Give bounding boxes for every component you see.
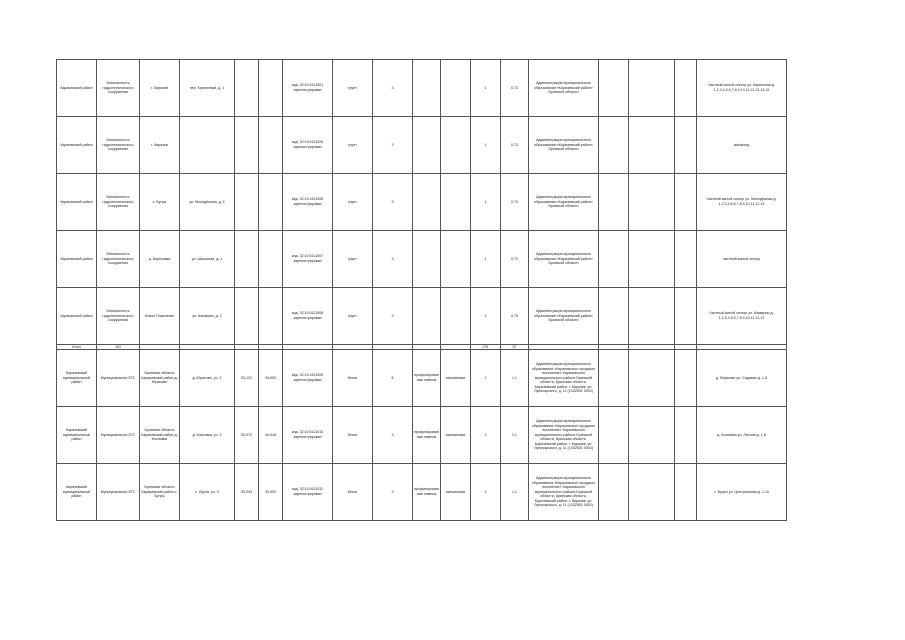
- extra-cell: [675, 174, 697, 231]
- extra-cell: [675, 288, 697, 345]
- waste-cell: [441, 174, 471, 231]
- lat-cell: [235, 117, 259, 174]
- sources-cell: д. Козловка ул. Лесная д. 1-8: [697, 407, 787, 464]
- waste-cell: [441, 60, 471, 117]
- extra-cell: [629, 231, 675, 288]
- lon-cell: 34,902: [259, 464, 283, 521]
- waste-cell: [441, 231, 471, 288]
- totals-sum1: 276: [471, 345, 501, 350]
- address-cell: ул. Молодёжная, д. 2: [180, 174, 235, 231]
- waste-sites-register-table: [56, 59, 787, 521]
- totals-sum2: 87: [501, 345, 529, 350]
- lat-cell: 53,043: [235, 464, 259, 521]
- owner-cell: Администрация муниципального образования «Карачевское городское поселение» Карачевского муниципального района Брянской области, Брянская область, Карачевский район, г. Карачев, ул. Луначарского, д. 11 (1032501 0002): [529, 407, 599, 464]
- volume-cell: 1,1: [501, 407, 529, 464]
- table-row: [57, 60, 787, 117]
- waste-cell: [441, 117, 471, 174]
- purpose-cell: [413, 60, 441, 117]
- type-cell: Безопасность гидротехнического сооружения: [97, 117, 140, 174]
- extra-cell: [599, 174, 629, 231]
- lat-cell: [235, 231, 259, 288]
- address-cell: [180, 117, 235, 174]
- extra-cell: [675, 117, 697, 174]
- owner-cell: Администрация муниципального образования «Карачевский район» Брянской области: [529, 174, 599, 231]
- cadastral-cell: кад. 32:10:0111005 зарегистрирован: [283, 117, 333, 174]
- lon-cell: 34,953: [259, 350, 283, 407]
- district-cell: Карачевский муниципальный район: [57, 407, 97, 464]
- table-row: [57, 464, 787, 521]
- purpose-cell: [413, 231, 441, 288]
- count-cell: 1: [471, 117, 501, 174]
- cover-cell: бетон: [333, 407, 373, 464]
- count-cell: 2: [471, 464, 501, 521]
- area-cell: 3: [373, 407, 413, 464]
- cover-cell: грунт: [333, 288, 373, 345]
- type-cell: Безопасность гидротехнического сооружения: [97, 60, 140, 117]
- cover-cell: грунт: [333, 231, 373, 288]
- count-cell: 1: [471, 231, 501, 288]
- totals-label: Итого: [57, 345, 97, 350]
- cadastral-cell: кад. 32:10:0111006 зарегистрирован: [283, 174, 333, 231]
- district-cell: Карачевский муниципальный район: [57, 464, 97, 521]
- settlement-cell: Новое Поколение: [140, 288, 180, 345]
- count-cell: 1: [471, 60, 501, 117]
- district-cell: Карачевский район: [57, 60, 97, 117]
- settlement-cell: г. Карачев: [140, 117, 180, 174]
- extra-cell: [675, 60, 697, 117]
- extra-cell: [629, 407, 675, 464]
- owner-cell: Администрация муниципального образования «Карачевский район» Брянской области: [529, 288, 599, 345]
- count-cell: 2: [471, 288, 501, 345]
- district-cell: Карачевский муниципальный район: [57, 350, 97, 407]
- purpose-cell: профилированные навесы: [413, 350, 441, 407]
- cadastral-cell: кад. 32:10:0111011 зарегистрирован: [283, 464, 333, 521]
- sources-cell: частный жилой сектор: [697, 231, 787, 288]
- lon-cell: [259, 288, 283, 345]
- type-cell: Муниципальное ЕГС: [97, 350, 140, 407]
- waste-cell: смешанные: [441, 350, 471, 407]
- volume-cell: 0,72: [501, 117, 529, 174]
- extra-cell: [675, 350, 697, 407]
- extra-cell: [629, 464, 675, 521]
- type-cell: Безопасность гидротехнического сооружения: [97, 174, 140, 231]
- table-row: [57, 407, 787, 464]
- extra-cell: [675, 231, 697, 288]
- extra-cell: [599, 288, 629, 345]
- waste-cell: смешанные: [441, 464, 471, 521]
- sources-cell: жилфонд: [697, 117, 787, 174]
- sources-cell: д. Юрасово ул. Садовая д. 1-6: [697, 350, 787, 407]
- owner-cell: Администрация муниципального образования «Карачевский район» Брянской области: [529, 60, 599, 117]
- address-cell: ул. Школьная, д. 1: [180, 231, 235, 288]
- district-cell: Карачевский район: [57, 231, 97, 288]
- cadastral-cell: кад. 32:10:0111008 зарегистрирован: [283, 288, 333, 345]
- table-row: [57, 117, 787, 174]
- owner-cell: Администрация муниципального образования «Карачевское городское поселение» Карачевского муниципального района Брянской области, Брянская область, Карачевский район, г. Карачев, ул. Луначарского, д. 11 (1032501 0002): [529, 464, 599, 521]
- count-cell: 2: [471, 350, 501, 407]
- lat-cell: [235, 174, 259, 231]
- extra-cell: [629, 117, 675, 174]
- count-cell: 2: [471, 407, 501, 464]
- area-cell: 6: [373, 350, 413, 407]
- cadastral-cell: кад. 32:10:0111009 зарегистрирован: [283, 350, 333, 407]
- district-cell: Карачевский район: [57, 117, 97, 174]
- extra-cell: [599, 464, 629, 521]
- volume-cell: 0,75: [501, 288, 529, 345]
- lon-cell: 34,918: [259, 407, 283, 464]
- table-row: [57, 350, 787, 407]
- type-cell: Муниципальное ЕГС: [97, 407, 140, 464]
- purpose-cell: [413, 174, 441, 231]
- cadastral-cell: кад. 32:10:0111010 зарегистрирован: [283, 407, 333, 464]
- type-cell: Безопасность гидротехнического сооружения: [97, 231, 140, 288]
- volume-cell: 0,72: [501, 60, 529, 117]
- type-cell: Муниципальное ЕГС: [97, 464, 140, 521]
- extra-cell: [599, 231, 629, 288]
- extra-cell: [629, 174, 675, 231]
- cover-cell: бетон: [333, 464, 373, 521]
- area-cell: 3: [373, 117, 413, 174]
- count-cell: 1: [471, 174, 501, 231]
- sources-cell: Частный жилой сектор ул. Кирпичная д. 1,2,3,4,5,6,7,8,9,10,11,12,13,14,15: [697, 60, 787, 117]
- owner-cell: Администрация муниципального образования «Карачевское городское поселение» Карачевского муниципального района Брянской области, Брянская область, Карачевский район, г. Карачев, ул. Луначарского, д. 11 (1032501 0002): [529, 350, 599, 407]
- lat-cell: 53,121: [235, 350, 259, 407]
- table-row: [57, 174, 787, 231]
- extra-cell: [599, 350, 629, 407]
- purpose-cell: [413, 117, 441, 174]
- owner-cell: Администрация муниципального образования «Карачевский район» Брянской области: [529, 231, 599, 288]
- purpose-cell: профилированные навесы: [413, 464, 441, 521]
- cover-cell: грунт: [333, 60, 373, 117]
- table-row: [57, 288, 787, 345]
- sources-cell: Частный жилой сектор ул. Коммуны д. 1,2,3,4,5,6,7,8,9,10,11,12,13: [697, 288, 787, 345]
- lon-cell: [259, 174, 283, 231]
- area-cell: 3: [373, 174, 413, 231]
- lon-cell: [259, 117, 283, 174]
- cadastral-cell: кад. 32:10:0111007 зарегистрирован: [283, 231, 333, 288]
- cadastral-cell: кад. 32:10:0111001 зарегистрирован: [283, 60, 333, 117]
- address-cell: ул. Коммуны, д. 2: [180, 288, 235, 345]
- extra-cell: [629, 60, 675, 117]
- cover-cell: бетон: [333, 350, 373, 407]
- address-cell: д. Юрасово, уч. 2: [180, 350, 235, 407]
- address-cell: пер. Кирпичный, д. 1: [180, 60, 235, 117]
- waste-cell: смешанные: [441, 407, 471, 464]
- settlement-cell: Брянская область Карачевский район д. Юрасово: [140, 350, 180, 407]
- waste-cell: [441, 288, 471, 345]
- extra-cell: [599, 60, 629, 117]
- area-cell: 3: [373, 60, 413, 117]
- extra-cell: [629, 350, 675, 407]
- owner-cell: Администрация муниципального образования «Карачевский район» Брянской области: [529, 117, 599, 174]
- lat-cell: 53,072: [235, 407, 259, 464]
- extra-cell: [675, 407, 697, 464]
- area-cell: 3: [373, 288, 413, 345]
- settlement-cell: Брянская область Карачевский район д. Козловка: [140, 407, 180, 464]
- settlement-cell: д. Берёзовка: [140, 231, 180, 288]
- settlement-cell: Брянская область Карачевский район с. Бугры: [140, 464, 180, 521]
- lon-cell: [259, 231, 283, 288]
- district-cell: Карачевский район: [57, 288, 97, 345]
- settlement-cell: г. Карачев: [140, 60, 180, 117]
- volume-cell: 0,72: [501, 231, 529, 288]
- volume-cell: 0,72: [501, 174, 529, 231]
- district-cell: Карачевский район: [57, 174, 97, 231]
- cover-cell: грунт: [333, 174, 373, 231]
- settlement-cell: с. Бугры: [140, 174, 180, 231]
- volume-cell: 1,1: [501, 464, 529, 521]
- extra-cell: [629, 288, 675, 345]
- area-cell: 3: [373, 231, 413, 288]
- sources-cell: с. Бугры ул. Центральная д. 1-10: [697, 464, 787, 521]
- lat-cell: [235, 288, 259, 345]
- totals-count: 163: [97, 345, 140, 350]
- lat-cell: [235, 60, 259, 117]
- extra-cell: [599, 407, 629, 464]
- extra-cell: [675, 464, 697, 521]
- sources-cell: Частный жилой сектор ул. Молодёжная д. 1,2,3,4,5,6,7,8,9,10,11,12,13: [697, 174, 787, 231]
- area-cell: 3: [373, 464, 413, 521]
- extra-cell: [599, 117, 629, 174]
- type-cell: Безопасность гидротехнического сооружения: [97, 288, 140, 345]
- address-cell: с. Бугры, уч. 3: [180, 464, 235, 521]
- lon-cell: [259, 60, 283, 117]
- purpose-cell: [413, 288, 441, 345]
- volume-cell: 1,1: [501, 350, 529, 407]
- address-cell: д. Козловка, уч. 2: [180, 407, 235, 464]
- table-row: [57, 231, 787, 288]
- purpose-cell: профилированные навесы: [413, 407, 441, 464]
- cover-cell: грунт: [333, 117, 373, 174]
